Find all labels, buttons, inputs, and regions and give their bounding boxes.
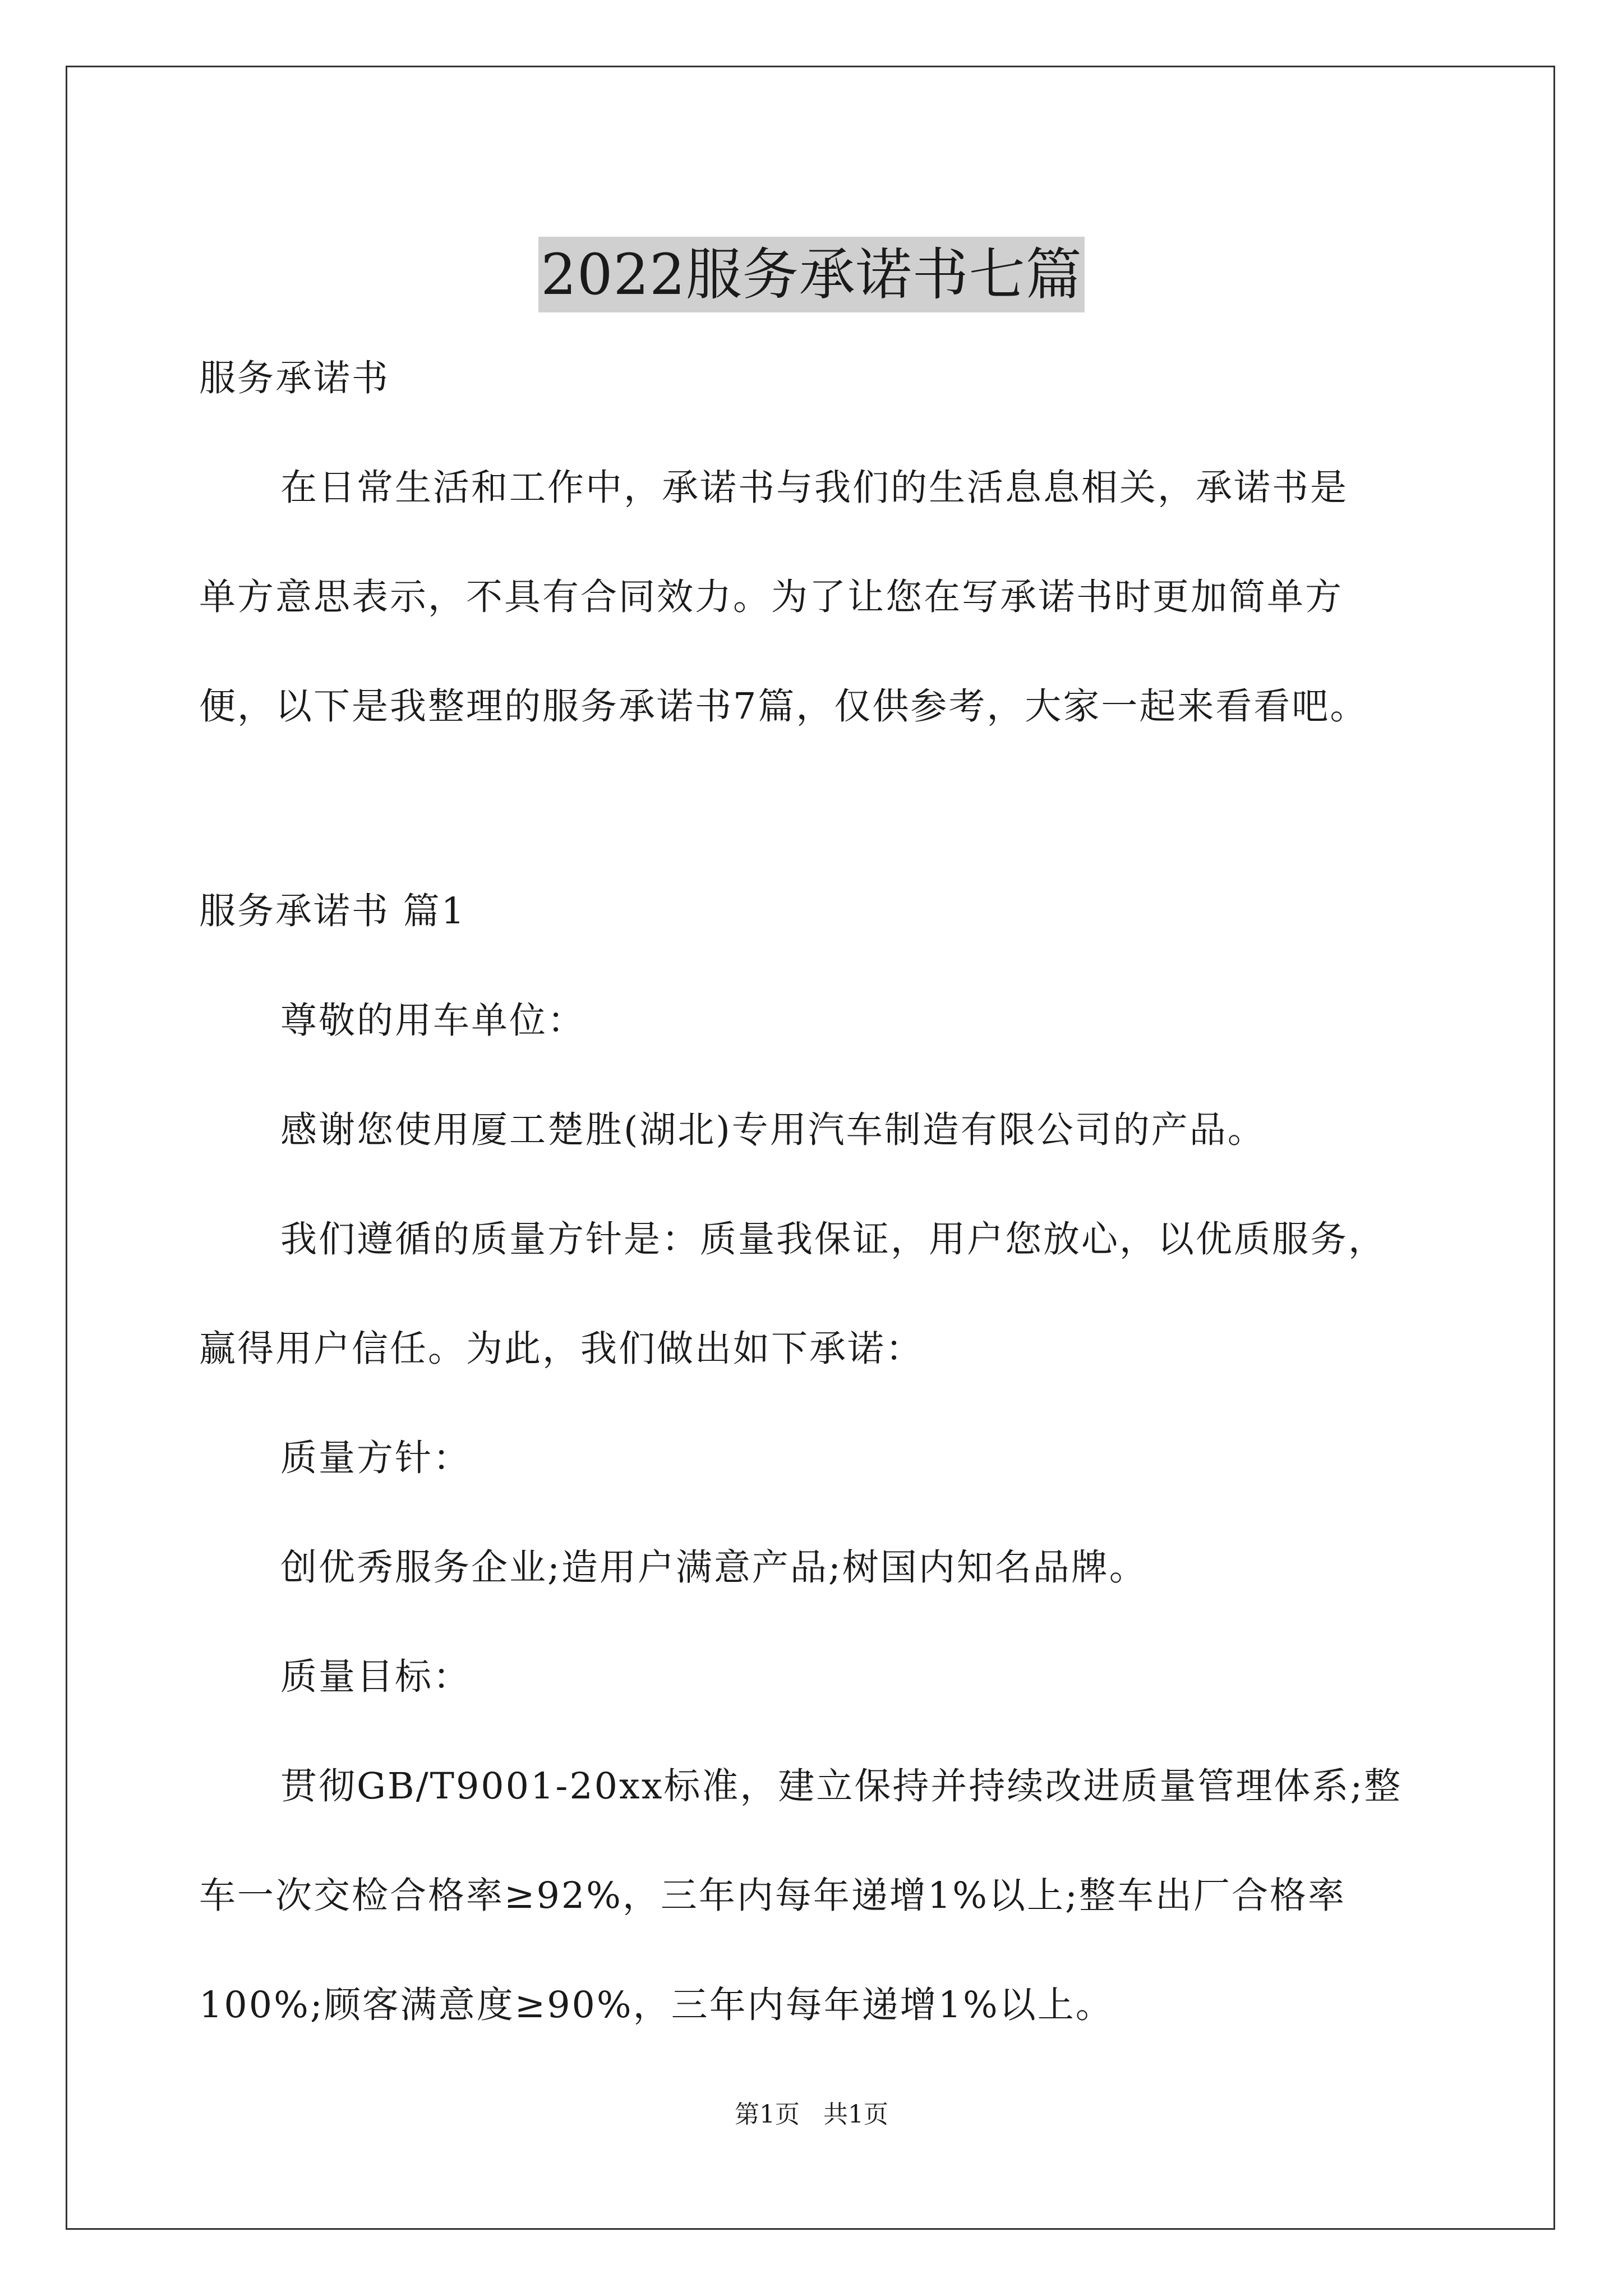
page-footer: 第1页 共1页 <box>735 2100 888 2129</box>
subheading-quality-target: 质量目标： <box>280 1656 472 1698</box>
intro-paragraph-line: 在日常生活和工作中，承诺书与我们的生活息息相关，承诺书是 <box>280 467 1349 509</box>
intro-paragraph-line: 单方意思表示，不具有合同效力。为了让您在写承诺书时更加简单方 <box>199 576 1344 618</box>
body-paragraph-line: 创优秀服务企业;造用户满意产品;树国内知名品牌。 <box>280 1547 1147 1589</box>
body-paragraph-line: 贯彻GB/T9001-20xx标准，建立保持并持续改进质量管理体系;整 <box>280 1765 1403 1807</box>
title-container <box>0 199 1623 350</box>
body-paragraph-line: 赢得用户信任。为此，我们做出如下承诺： <box>199 1328 924 1370</box>
body-paragraph-line: 感谢您使用厦工楚胜(湖北)专用汽车制造有限公司的产品。 <box>280 1109 1266 1151</box>
document-title: 2022服务承诺书七篇 <box>538 237 1085 312</box>
body-paragraph-line: 我们遵循的质量方针是：质量我保证，用户您放心，以优质服务， <box>280 1218 1387 1260</box>
body-paragraph-line: 车一次交检合格率≥92%，三年内每年递增1%以上;整车出厂合格率 <box>199 1875 1346 1917</box>
subheading-quality-policy: 质量方针： <box>280 1437 472 1479</box>
salutation: 尊敬的用车单位： <box>280 1000 586 1042</box>
intro-heading: 服务承诺书 <box>199 357 390 399</box>
section-heading: 服务承诺书 篇1 <box>199 890 467 932</box>
intro-paragraph-line: 便，以下是我整理的服务承诺书7篇，仅供参考，大家一起来看看吧。 <box>199 685 1368 728</box>
body-paragraph-line: 100%;顾客满意度≥90%，三年内每年递增1%以上。 <box>199 1984 1114 2026</box>
